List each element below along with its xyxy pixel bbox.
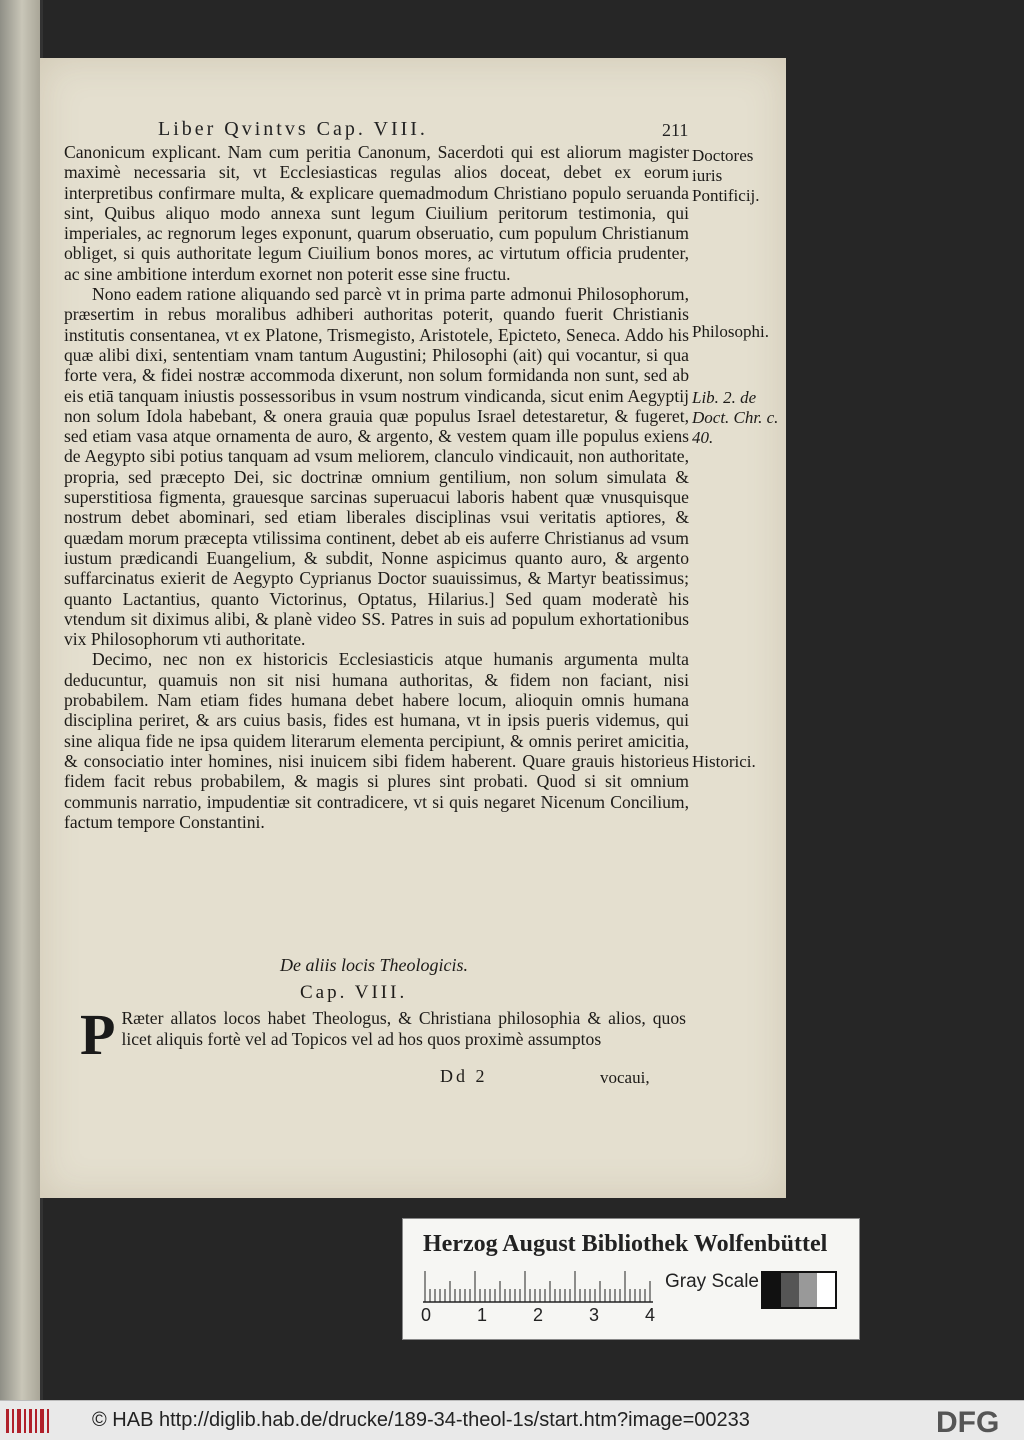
library-name: Herzog August Bibliothek Wolfenbüttel	[423, 1231, 828, 1257]
ruler-number-4: 4	[645, 1305, 656, 1325]
gray-swatch-4	[817, 1273, 835, 1307]
page-number: 211	[662, 120, 689, 140]
paragraph-2: Nono eadem ratione aliquando sed parcè vt in prima parte admonui Philosophorum, præsertim in rebus moralibus adhiberi authoritas poterit, quando fuerit Christianis institutis consentanea, vt ex Platone, Trismegisto, Aristotele, Epicteto, Seneca. Addo his quæ alibi dixi, sententiam vnam tantum Augustini; Philosophi (ait) qui vocantur, si qua forte vera, & fidei nostræ accommoda dixerunt, non solum formidanda non sunt, sed ab eis etiā tanquam iniustis possessoribus in vsum nostrum vindicanda, sicut enim Aegyptij non solum Idola habebant, & onera grauia quæ populus Israel detestaretur, & fugeret, sed etiam vasa atque ornamenta de auro, & argento, & vestem quam ille populus exiens de Aegypto sibi potius tanquam ad vsum meliorem, clanculo vindicauit, non authoritate, propria, sed præcepto Dei, sic doctrinæ omnium gentilium, non solum simulata & superstitiosa figmenta, grauesque sarcinas superuacui laboris habent quæ vnusquisque nostrum debet abominari, sed etiam liberales disciplinas vsui veritatis aptiores, & quædam morum præcepta vtilissima continent, debet ab eis auferre Christianus ad vsum iustum prædicandi Euangelium, & subdit, Nonne aspicimus quanto auro, & argento suffarcinatus exierit de Aegypto Cyprianus Doctor suauissimus, & Martyr beatissimus; quanto Lactantius, quanto Victorinus, Optatus, Hilarius.] Sed quam moderatè his vtendum sit diximus alibi, & planè video SS. Patres in suis ad populum exhortationibus vix Philosophorum vti authoritate.	[64, 284, 689, 650]
margin-note-doctores: Doctores iuris Pontificij.	[692, 146, 760, 205]
gray-scale-label: Gray Scale	[665, 1271, 759, 1292]
ruler-number-2: 2	[533, 1305, 544, 1325]
dfg-logo-icon	[934, 1404, 1016, 1436]
copyright-url[interactable]: © HAB http://diglib.hab.de/drucke/189-34-theol-1s/start.htm?image=00233	[92, 1409, 750, 1431]
margin-note-lib-de-doct: Lib. 2. de Doct. Chr. c. 40.	[692, 388, 779, 447]
dfg-logo-text: DFG	[936, 1406, 1000, 1436]
gray-swatch-3	[799, 1273, 817, 1307]
section-subtitle: De aliis locis Theologicis.	[280, 955, 468, 975]
ruler-number-1: 1	[477, 1305, 488, 1325]
footer-bar	[0, 1400, 1024, 1440]
ruler-number-0: 0	[421, 1305, 432, 1325]
ruler-number-3: 3	[589, 1305, 600, 1325]
barcode-icon	[6, 1407, 50, 1435]
gray-scale-swatches	[761, 1271, 837, 1309]
margin-note-historici: Historici.	[692, 752, 756, 771]
paragraph-1: Canonicum explicant. Nam cum peritia Canonum, Sacerdoti qui est aliorum magister maximè necessaria sit, vt Ecclesiasticas regulas alios doceat, debet ex eorum interpretibus confirmare multa, & explicare quemadmodum Christiano populo seruanda sint, Quibus aliquo modo annexa sunt legum Ciuilium peritorum testimonia, qui imperiales, ac regnorum leges exponunt, quarum obseruatio, cum populum Christianum obliget, si quis authoritate legum Ciuilium bonos mores, ac virtutum officia prudenter, ac sine ambitione interdum exornet non poterit esse sine fructu.	[64, 142, 689, 284]
chapter-title: Cap. VIII.	[300, 982, 408, 1003]
running-head: Liber Qvintvs Cap. VIII.	[158, 118, 428, 140]
body-text	[64, 142, 689, 832]
signature-mark: Dd 2	[440, 1066, 488, 1086]
library-color-card	[402, 1218, 860, 1340]
final-paragraph	[80, 1002, 686, 1067]
final-paragraph-text: Ræter allatos locos habet Theologus, & Christiana philosophia & alios, quos licet aliquis fortè vel ad Topicos vel ad hos quos proximè assumptos	[121, 1008, 686, 1049]
gray-swatch-2	[781, 1273, 799, 1307]
paragraph-3: Decimo, nec non ex historicis Ecclesiasticis atque humanis argumenta multa deducuntur, quamuis non sit nisi humana authoritas, & fidem non faciant, nisi probabilem. Nam etiam fides humana debet habere locum, alioquin omnis humana disciplina periret, & ars cuius basis, fides est humana, vt in ipsis pueris videmus, qui sine aliqua fide ne ipsa quidem literarum elementa percipiunt, & omnis periret amicitia, & consociatio inter homines, nisi inuicem sibi fidem haberent. Quare grauis historieus fidem facit rebus probabilem, & magis si plures sint probati. Quod si sit omnium communis narratio, impudentiæ sit contradicere, vt si quis negaret Nicenum Concilium, factum tempore Constantini.	[64, 649, 689, 832]
catchword: vocaui,	[600, 1068, 650, 1087]
margin-note-philosophi: Philosophi.	[692, 322, 769, 341]
gray-swatch-1	[763, 1273, 781, 1307]
drop-cap: P	[80, 1002, 116, 1067]
ruler-icon	[423, 1271, 653, 1303]
previous-page-edge	[0, 0, 43, 1400]
